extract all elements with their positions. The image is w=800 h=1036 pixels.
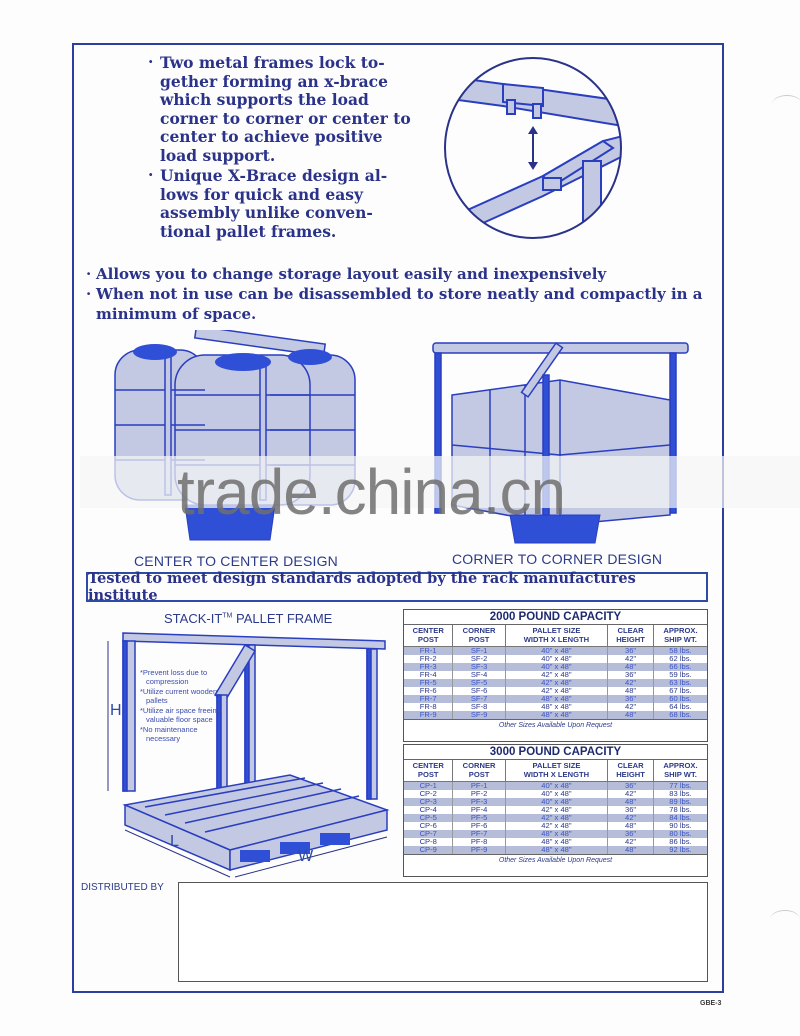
column-header: CORNER POST [453,625,505,647]
stack-it-pallet-frame-illustration [95,625,395,885]
capacity-table-grid [404,625,707,719]
column-header: CENTER POST [404,625,453,647]
table-row: CP-5 PF-5 42" x 48" 42" 84 lbs. [404,814,707,822]
table-row: FR-1 SF-1 40" x 48" 36" 58 lbs. [404,647,707,656]
table-row: FR-8 SF-8 48" x 48" 42" 64 lbs. [404,703,707,711]
pallet-frame-title-suffix: PALLET FRAME [232,611,333,626]
trademark-symbol: TM [222,612,233,620]
height-dimension-label: H [110,702,122,719]
capacity-table-title: 3000 POUND CAPACITY [404,745,707,760]
table-row: FR-6 SF-6 42" x 48" 48" 67 lbs. [404,687,707,695]
bullet-item: · Two metal frames lock to- gether forming an x-brace which supports the load corner to corner or center to center to achieve positive load support. [148,54,418,165]
standards-banner [86,572,708,602]
column-header: CENTER POST [404,760,453,782]
benefit-note [140,668,250,686]
table-row: FR-4 SF-4 42" x 48" 36" 59 lbs. [404,671,707,679]
feature-bullets-mid [86,264,716,324]
capacity-table-3000 [403,744,708,877]
benefit-note [140,687,250,705]
distributor-stamp-box [178,882,708,982]
pallet-frame-benefits [140,668,250,744]
benefit-note-line: *Utilize air space freeing [140,706,221,715]
benefit-note-line: *No maintenance [140,725,198,734]
standards-banner-text: Tested to meet design standards adopted by the rack manufactures institute [88,570,636,604]
benefit-note [140,706,250,724]
column-header: PALLET SIZE WIDTH X LENGTH [505,625,607,647]
capacity-table-title: 2000 POUND CAPACITY [404,610,707,625]
table-row: CP-7 PF-7 48" x 48" 36" 80 lbs. [404,830,707,838]
table-row: FR-5 SF-5 42" x 48" 42" 63 lbs. [404,679,707,687]
benefit-note-line: valuable floor space [146,715,213,724]
column-header: CLEAR HEIGHT [608,760,654,782]
capacity-table-grid [404,760,707,854]
table-row: FR-9 SF-9 48" x 48" 48" 68 lbs. [404,711,707,719]
table-row: CP-8 PF-8 48" x 48" 42" 86 lbs. [404,838,707,846]
benefit-note [140,725,250,743]
table-row: CP-3 PF-3 40" x 48" 48" 89 lbs. [404,798,707,806]
benefit-note-line: *Prevent loss due to [140,668,208,677]
column-header: CORNER POST [453,760,505,782]
benefit-note-line: necessary [146,734,181,743]
benefit-note-line: *Utilize current wooden [140,687,218,696]
bullet-item: · Unique X-Brace design al- lows for quick and easy assembly unlike conven- tional pallet frames. [148,167,418,241]
pallet-frame-title [164,611,332,626]
table-row: CP-2 PF-2 40" x 48" 42" 83 lbs. [404,790,707,798]
table-row: FR-7 SF-7 48" x 48" 36" 60 lbs. [404,695,707,703]
bullet-item: · When not in use can be disassembled to store neatly and compactly in a minimum of space. [86,284,716,324]
page-code: GBE-3 [700,1000,722,1007]
x-brace-joint-illustration [443,56,623,241]
table-footnote: Other Sizes Available Upon Request [404,719,707,731]
capacity-table-2000 [403,609,708,742]
feature-bullets-top [148,54,418,243]
table-footnote: Other Sizes Available Upon Request [404,854,707,866]
watermark-text: trade.china.cn [177,456,566,528]
column-header: APPROX. SHIP WT. [653,760,707,782]
table-row: CP-1 PF-1 40" x 48" 36" 77 lbs. [404,782,707,791]
benefit-note-line: compression [146,677,189,686]
table-row: FR-2 SF-2 40" x 48" 42" 62 lbs. [404,655,707,663]
punch-hole-mark [772,95,800,114]
table-row: FR-3 SF-3 40" x 48" 48" 66 lbs. [404,663,707,671]
corner-to-corner-caption: CORNER TO CORNER DESIGN [452,551,663,567]
column-header: CLEAR HEIGHT [608,625,654,647]
table-row: CP-4 PF-4 42" x 48" 36" 78 lbs. [404,806,707,814]
column-header: PALLET SIZE WIDTH X LENGTH [505,760,607,782]
punch-hole-mark [770,910,800,929]
table-row: CP-6 PF-6 42" x 48" 48" 90 lbs. [404,822,707,830]
length-dimension-label: L [170,833,179,850]
distributed-by-label: DISTRIBUTED BY [81,882,164,893]
bullet-item: · Allows you to change storage layout easily and inexpensively [86,264,716,284]
center-to-center-caption: CENTER TO CENTER DESIGN [134,553,338,569]
pallet-frame-title-name: STACK-IT [164,611,223,626]
table-row: CP-9 PF-9 48" x 48" 48" 92 lbs. [404,846,707,854]
benefit-note-line: pallets [146,696,168,705]
column-header: APPROX. SHIP WT. [653,625,707,647]
width-dimension-label: W [298,848,314,865]
